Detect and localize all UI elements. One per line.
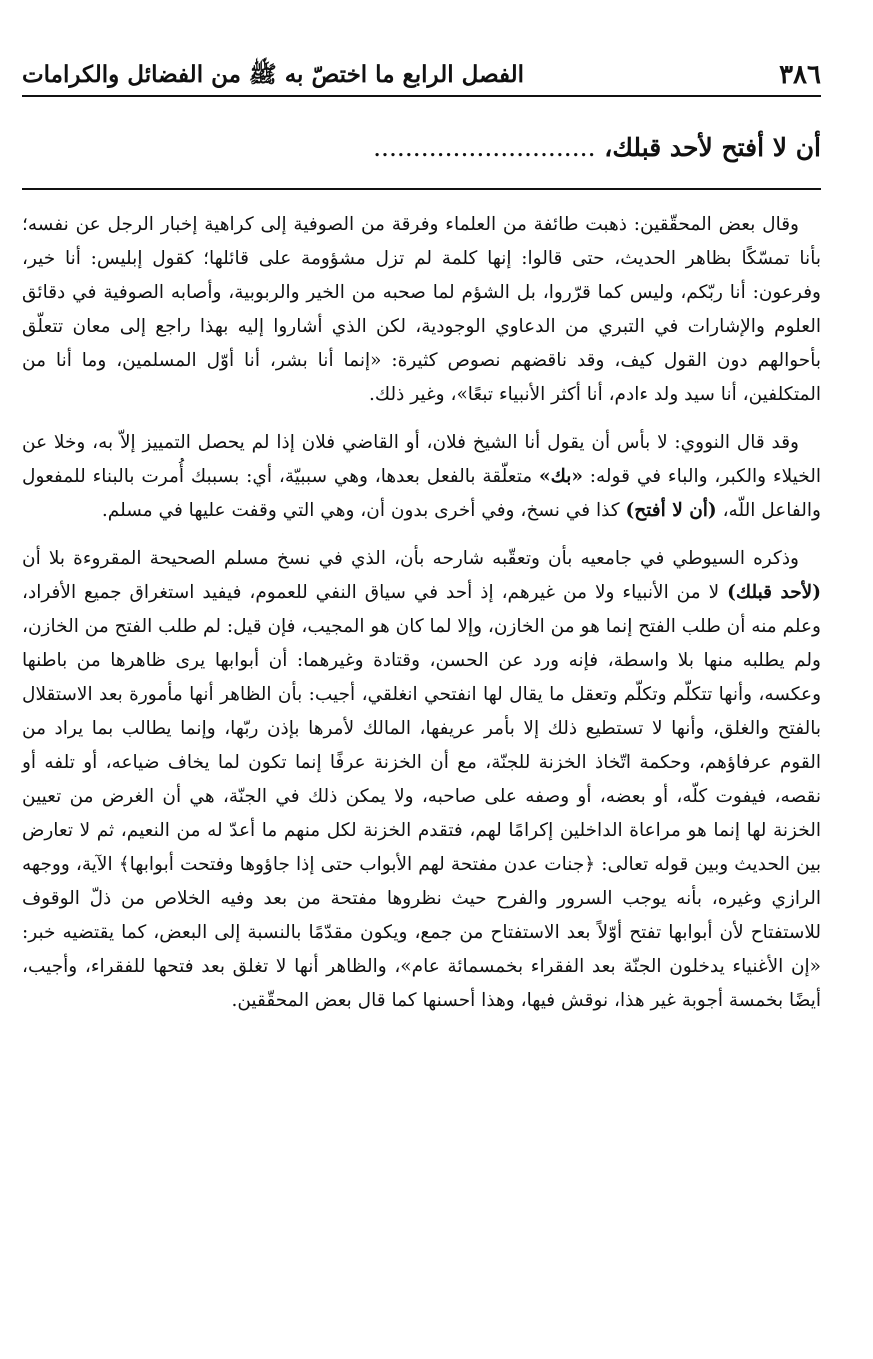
- running-header: [22, 52, 821, 92]
- section-rule: [22, 188, 821, 190]
- hadith-dots: ............................: [373, 133, 596, 162]
- paragraph-text: كذا في نسخ، وفي أخرى بدون أن، وهي التي وقفت عليها في مسلم.: [101, 500, 626, 521]
- commentary-body: [22, 208, 821, 1032]
- page-number: ٣٨٦: [779, 60, 821, 90]
- paragraph-3: [22, 542, 821, 1018]
- paragraph-text: وقال بعض المحقّقين: ذهبت طائفة من العلماء وفرقة من الصوفية إلى كراهية إخبار الرجل عن نفسه؛ بأنا تمسّكًا بظاهر الحديث، حتى قالوا: إنها كلمة لم تزل مشؤومة على قائلها؛ كقول إبليس: أنا خير، وفرعون: أنا ربّكم، وليس كما قرّروا، بل الشؤم لما صحبه من الخير والربوبية، وأصابه الصوفية في دقائق العلوم والإشارات في التبري من الدعاوي الوجودية، لكن الذي أشاروا إليه بهذا راجع إلى معان تتعلّق بأحوالهم دون القول كيف، وقد ناقضهم نصوص كثيرة: «إنما أنا بشر، أنا أوّل المسلمين، وما أنا من المتكلفين، أنا سيد ولد ءادم، أنا أكثر الأنبياء تبعًا»، وغير ذلك.: [22, 214, 821, 405]
- header-rule: [22, 95, 821, 97]
- paragraph-text: لا من الأنبياء ولا من غيرهم، إذ أحد في سياق النفي للعموم، فيفيد استغراق جميع الأفراد، وعلم منه أن طلب الفتح إنما هو من الخازن، وإلا لما كان هو المجيب، فإن قيل: لم طلب الفتح من الخازن، ولم يطلبه منها بلا واسطة، فإنه ورد عن الحسن، وقتادة وغيرهما: أن أبوابها يرى ظاهرها من باطنها وعكسه، وأنها تتكلّم وتكلّم وتعقل ما يقال لها انفتحي انغلقي، أجيب: بأن الظاهر أنها مأمورة بعد الاستقلال بالفتح والغلق، وأنها لا تستطيع ذلك إلا بأمر عريفها، المالك لأمرها بإذن ربّها، وإنما يطالب بما يراد من القوم عرفاؤهم، وحكمة اتّخاذ الخزنة للجنّة، مع أن الخزنة عرفًا إنما تكون لما يخاف ضياعه، أو تلفه أو نقصه، فيفوت كلّه، أو بعضه، أو وصفه على صاحبه، ولا يمكن ذلك في الجنّة، هي أن الغرض من تعيين الخزنة لها إنما هو مراعاة الداخلين إكرامًا لهم، فتقدم الخزنة لكل منهم ما أعدّ له من النعيم، ثم لا تعارض بين الحديث وبين قوله تعالى: ﴿جنات عدن مفتحة لهم الأبواب حتى إذا جاؤوها وفتحت أبوابها﴾ الآية، ووجهه الرازي وغيره، بأنه يوجب السرور والفرح حيث نظروها مفتحة من بعد وفيه الخلاص من ذلّ الوقوف للاستفتاح لأن أبوابها تفتح أوّلاً بعد الاستفتاح من جمع، ويكون مقدّمًا بالنسبة إلى البعض، كما يقتضيه خبر: «إن الأغنياء يدخلون الجنّة بعد الفقراء بخمسمائة عام»، والظاهر أنها لا تغلق بعد فتحها للفقراء، وأجيب، أيضًا بخمسة أجوبة غير هذا، نوقش فيها، وهذا أحسنها كما قال بعض المحقّقين.: [22, 582, 821, 1011]
- quoted-term: (أن لا أفتح): [625, 500, 717, 521]
- chapter-title: الفصل الرابع ما اختصّ به ﷺ من الفضائل والكرامات: [22, 61, 525, 88]
- hadith-text-line: [22, 128, 821, 168]
- quoted-term: (لأحد قبلك): [727, 582, 821, 603]
- paragraph-1: [22, 208, 821, 412]
- paragraph-2: [22, 426, 821, 528]
- quoted-term: «بك»: [539, 466, 583, 487]
- paragraph-text: وقد قال النووي: لا بأس أن يقول أنا الشيخ فلان، أو القاضي فلان إذا لم يحصل التمييز إلاّ به، وخلا عن الخيلاء والكبر، والباء في قوله:: [22, 432, 821, 487]
- paragraph-text: متعلّقة بالفعل بعدها، وهي سببيّة، أي: بسببك أُمرت بالبناء للمفعول والفاعل اللّه،: [22, 466, 821, 521]
- hadith-text: أن لا أفتح لأحد قبلك،: [604, 133, 821, 162]
- paragraph-text: وذكره السيوطي في جامعيه بأن وتعقّبه شارحه بأن، الذي في نسخ مسلم الصحيحة المقروءة بلا أن: [22, 548, 799, 569]
